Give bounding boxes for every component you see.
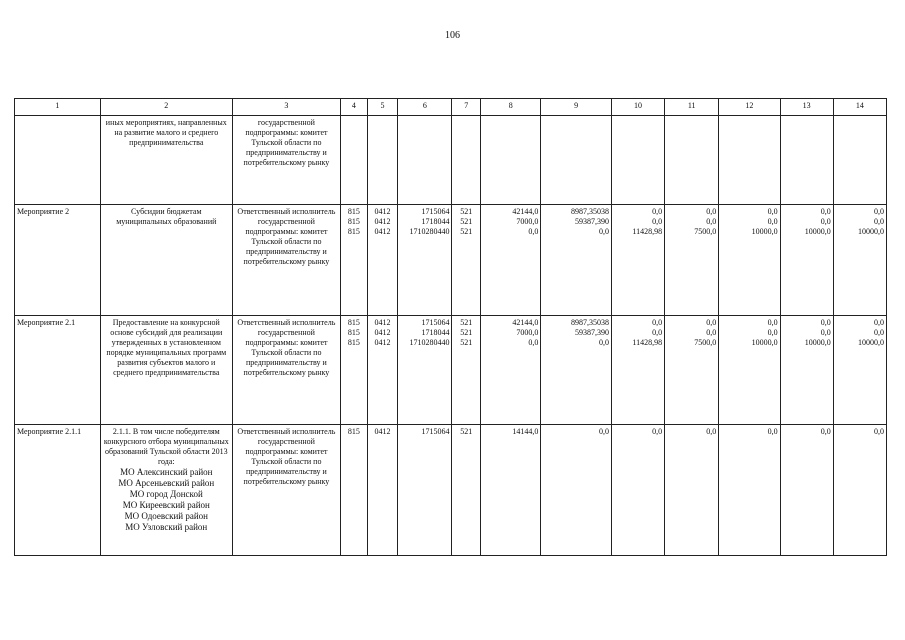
col-4-cell: [341, 205, 368, 316]
cell-value: 1715064: [421, 427, 450, 436]
cell-value: 0,0: [874, 328, 884, 337]
col-10-cell: [611, 116, 664, 205]
col-13-cell: [780, 425, 833, 556]
table-row: [15, 425, 887, 556]
description-line: МО Алексинский район: [120, 467, 213, 477]
cell-value: 0412: [374, 328, 391, 337]
cell-value: 521: [460, 217, 473, 226]
col-9-cell: [541, 425, 612, 556]
cell-value: 0412: [374, 338, 391, 347]
cell-value: 1710280440: [409, 338, 450, 347]
cell-value: 815: [347, 207, 360, 216]
cell-value: 815: [347, 328, 360, 337]
header-cell: 4: [341, 99, 368, 116]
col-7-cell: [452, 316, 481, 425]
col-13-cell: [780, 116, 833, 205]
col-9-cell: [541, 316, 612, 425]
header-cell: 12: [719, 99, 780, 116]
header-cell: 2: [100, 99, 232, 116]
description-line: МО Узловский район: [125, 522, 208, 532]
cell-value: 0,0: [874, 318, 884, 327]
col-14-cell: [833, 316, 886, 425]
col-6-cell: [398, 205, 452, 316]
header-cell: 1: [15, 99, 101, 116]
cell-value: 0,0: [874, 207, 884, 216]
table-row: [15, 116, 887, 205]
cell-value: 0,0: [652, 427, 663, 436]
cell-value: 0,0: [528, 227, 539, 236]
col-13-cell: [780, 205, 833, 316]
col-12-cell: [719, 316, 780, 425]
col-4-cell: [341, 116, 368, 205]
col-5-cell: [367, 116, 398, 205]
col-5-cell: [367, 205, 398, 316]
header-cell: 13: [780, 99, 833, 116]
cell-value: 0,0: [767, 328, 778, 337]
cell-value: 521: [460, 318, 473, 327]
table-row: [15, 205, 887, 316]
cell-value: 0,0: [820, 217, 831, 226]
description-cell: Предоставление на конкурсной основе субсидий для реализации утвержденных в установленном порядке муниципальных программ развития субъектов малого и среднего предпринимательства: [100, 316, 232, 425]
cell-value: 42144,0: [512, 318, 539, 327]
col-12-cell: [719, 205, 780, 316]
col-11-cell: [665, 425, 719, 556]
cell-value: 0,0: [706, 217, 717, 226]
executor-cell: государственной подпрограммы: комитет Тульской области по предпринимательству и потребительскому рынку: [232, 116, 340, 205]
event-name-cell: Мероприятие 2.1: [15, 316, 101, 425]
event-name-cell: Мероприятие 2: [15, 205, 101, 316]
executor-cell: Ответственный исполнитель государственной подпрограммы: комитет Тульской области по предпринимательству и потребительскому рынку: [232, 316, 340, 425]
description-line: МО Одоевский район: [124, 511, 208, 521]
cell-value: 1710280440: [409, 227, 450, 236]
cell-value: 815: [347, 217, 360, 226]
col-11-cell: [665, 205, 719, 316]
cell-value: 0,0: [767, 207, 778, 216]
cell-value: 815: [347, 427, 360, 436]
col-12-cell: [719, 116, 780, 205]
cell-value: 815: [347, 227, 360, 236]
cell-value: 0412: [374, 318, 391, 327]
cell-value: 7000,0: [516, 328, 539, 337]
cell-value: 0,0: [528, 338, 539, 347]
cell-value: 0,0: [874, 427, 884, 436]
cell-value: 1718044: [421, 328, 450, 337]
cell-value: 0,0: [706, 427, 717, 436]
cell-value: 0412: [374, 427, 391, 436]
cell-value: 0,0: [820, 427, 831, 436]
col-5-cell: [367, 425, 398, 556]
cell-value: 0,0: [706, 328, 717, 337]
col-11-cell: [665, 316, 719, 425]
cell-value: 0,0: [874, 217, 884, 226]
col-13-cell: [780, 316, 833, 425]
cell-value: 7500,0: [694, 227, 717, 236]
header-cell: 8: [481, 99, 541, 116]
header-cell: 14: [833, 99, 886, 116]
col-8-cell: [481, 316, 541, 425]
cell-value: 0,0: [652, 207, 663, 216]
col-6-cell: [398, 425, 452, 556]
cell-value: 14144,0: [512, 427, 539, 436]
cell-value: 0,0: [767, 217, 778, 226]
cell-value: 0,0: [598, 427, 609, 436]
col-9-cell: [541, 205, 612, 316]
cell-value: 7500,0: [694, 338, 717, 347]
cell-value: 0,0: [598, 227, 609, 236]
budget-table: [14, 98, 887, 556]
cell-value: 0412: [374, 217, 391, 226]
col-10-cell: [611, 425, 664, 556]
description-cell: иных мероприятиях, направленных на развитие малого и среднего предпринимательства: [100, 116, 232, 205]
col-7-cell: [452, 425, 481, 556]
cell-value: 521: [460, 227, 473, 236]
event-name-cell: Мероприятие 2.1.1: [15, 425, 101, 556]
cell-value: 0,0: [706, 318, 717, 327]
col-4-cell: [341, 425, 368, 556]
cell-value: 10000,0: [804, 227, 831, 236]
cell-value: 521: [460, 328, 473, 337]
col-14-cell: [833, 116, 886, 205]
cell-value: 10000,0: [858, 338, 884, 347]
cell-value: 0412: [374, 227, 391, 236]
cell-value: 10000,0: [804, 338, 831, 347]
cell-value: 59387,390: [574, 217, 609, 226]
col-10-cell: [611, 205, 664, 316]
col-6-cell: [398, 316, 452, 425]
header-cell: 5: [367, 99, 398, 116]
executor-cell: Ответственный исполнитель государственной подпрограммы: комитет Тульской области по предпринимательству и потребительскому рынку: [232, 425, 340, 556]
table-row: [15, 316, 887, 425]
cell-value: 0,0: [598, 338, 609, 347]
cell-value: 0,0: [767, 318, 778, 327]
cell-value: 0,0: [652, 318, 663, 327]
cell-value: 1718044: [421, 217, 450, 226]
description-cell: Субсидии бюджетам муниципальных образований: [100, 205, 232, 316]
col-11-cell: [665, 116, 719, 205]
header-cell: 6: [398, 99, 452, 116]
col-8-cell: [481, 205, 541, 316]
header-cell: 3: [232, 99, 340, 116]
header-row: [15, 99, 887, 116]
cell-value: 521: [460, 427, 473, 436]
cell-value: 10000,0: [751, 227, 778, 236]
header-cell: 10: [611, 99, 664, 116]
cell-value: 10000,0: [751, 338, 778, 347]
col-6-cell: [398, 116, 452, 205]
cell-value: 521: [460, 207, 473, 216]
cell-value: 0,0: [706, 207, 717, 216]
executor-cell: Ответственный исполнитель государственной подпрограммы: комитет Тульской области по предпринимательству и потребительскому рынку: [232, 205, 340, 316]
cell-value: 11428,98: [632, 227, 663, 236]
col-7-cell: [452, 116, 481, 205]
col-4-cell: [341, 316, 368, 425]
cell-value: 0,0: [652, 217, 663, 226]
col-14-cell: [833, 205, 886, 316]
cell-value: 0,0: [652, 328, 663, 337]
description-cell: [100, 425, 232, 556]
cell-value: 0,0: [820, 318, 831, 327]
cell-value: 0,0: [767, 427, 778, 436]
col-7-cell: [452, 205, 481, 316]
event-name-cell: [15, 116, 101, 205]
description-line: 2.1.1. В том числе победителям конкурсного отбора муниципальных образований Тульской области 2013 года:: [103, 427, 229, 466]
cell-value: 8987,35038: [570, 318, 609, 327]
col-9-cell: [541, 116, 612, 205]
cell-value: 0412: [374, 207, 391, 216]
cell-value: 815: [347, 318, 360, 327]
cell-value: 42144,0: [512, 207, 539, 216]
col-10-cell: [611, 316, 664, 425]
col-8-cell: [481, 425, 541, 556]
cell-value: 11428,98: [632, 338, 663, 347]
col-14-cell: [833, 425, 886, 556]
cell-value: 0,0: [820, 328, 831, 337]
cell-value: 59387,390: [574, 328, 609, 337]
col-8-cell: [481, 116, 541, 205]
cell-value: 1715064: [421, 207, 450, 216]
cell-value: 8987,35038: [570, 207, 609, 216]
description-line: МО Киреевский район: [122, 500, 210, 510]
description-line: МО Арсеньевский район: [118, 478, 215, 488]
page-number: 106: [445, 30, 460, 41]
cell-value: 7000,0: [516, 217, 539, 226]
col-5-cell: [367, 316, 398, 425]
description-line: МО город Донской: [129, 489, 203, 499]
cell-value: 521: [460, 338, 473, 347]
cell-value: 0,0: [820, 207, 831, 216]
cell-value: 1715064: [421, 318, 450, 327]
header-cell: 11: [665, 99, 719, 116]
cell-value: 815: [347, 338, 360, 347]
cell-value: 10000,0: [858, 227, 884, 236]
col-12-cell: [719, 425, 780, 556]
header-cell: 7: [452, 99, 481, 116]
header-cell: 9: [541, 99, 612, 116]
